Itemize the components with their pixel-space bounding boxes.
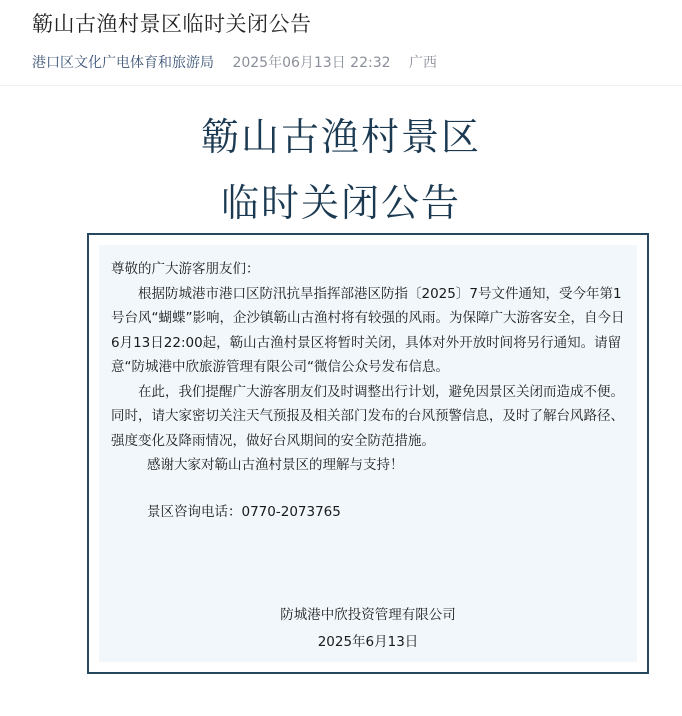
notice-headline-line2: 临时关闭公告 (220, 181, 461, 225)
notice-frame (87, 233, 649, 674)
article-source-link[interactable]: 港口区文化广电体育和旅游局 (32, 55, 214, 71)
notice-paragraph-2: 在此，我们提醒广大游客朋友们及时调整出行计划，避免因景区关闭而造成不便。同时，请大家密切关注天气预报及相关部门发布的台风预警信息，及时了解台风路径、强度变化及降雨情况，做好台风期间的安全防范措施。 (111, 383, 624, 449)
notice-date: 2025年6月13日 (317, 634, 419, 650)
article-title: 簕山古渔村景区临时关闭公告 (32, 12, 312, 36)
article-datetime: 2025年06月13日 22:32 (232, 55, 391, 71)
notice-thanks: 感谢大家对簕山古渔村景区的理解与支持！ (147, 457, 404, 473)
notice-greeting: 尊敬的广大游客朋友们： (111, 261, 260, 277)
article-region: 广西 (408, 55, 437, 71)
notice-body (99, 245, 637, 662)
notice-paragraph-1: 根据防城港市港口区防汛抗旱指挥部港区防指〔2025〕7号文件通知，受今年第1号台风“蝴蝶”影响，企沙镇簕山古渔村将有较强的风雨。为保障广大游客安全，自今日6月13日22:00起，簕山古渔村景区将暂时关闭，具体对外开放时间将另行通知。请留意“防城港中欣旅游管理有限公司“微信公众号发布信息。 (111, 285, 625, 375)
notice-phone: 景区咨询电话：0770-2073765 (147, 503, 341, 520)
notice-text (111, 257, 627, 524)
article-meta (32, 52, 451, 72)
header-divider (0, 85, 682, 86)
notice-company: 防城港中欣投资管理有限公司 (280, 607, 456, 623)
notice-headline-line1: 簕山古渔村景区 (200, 115, 481, 159)
